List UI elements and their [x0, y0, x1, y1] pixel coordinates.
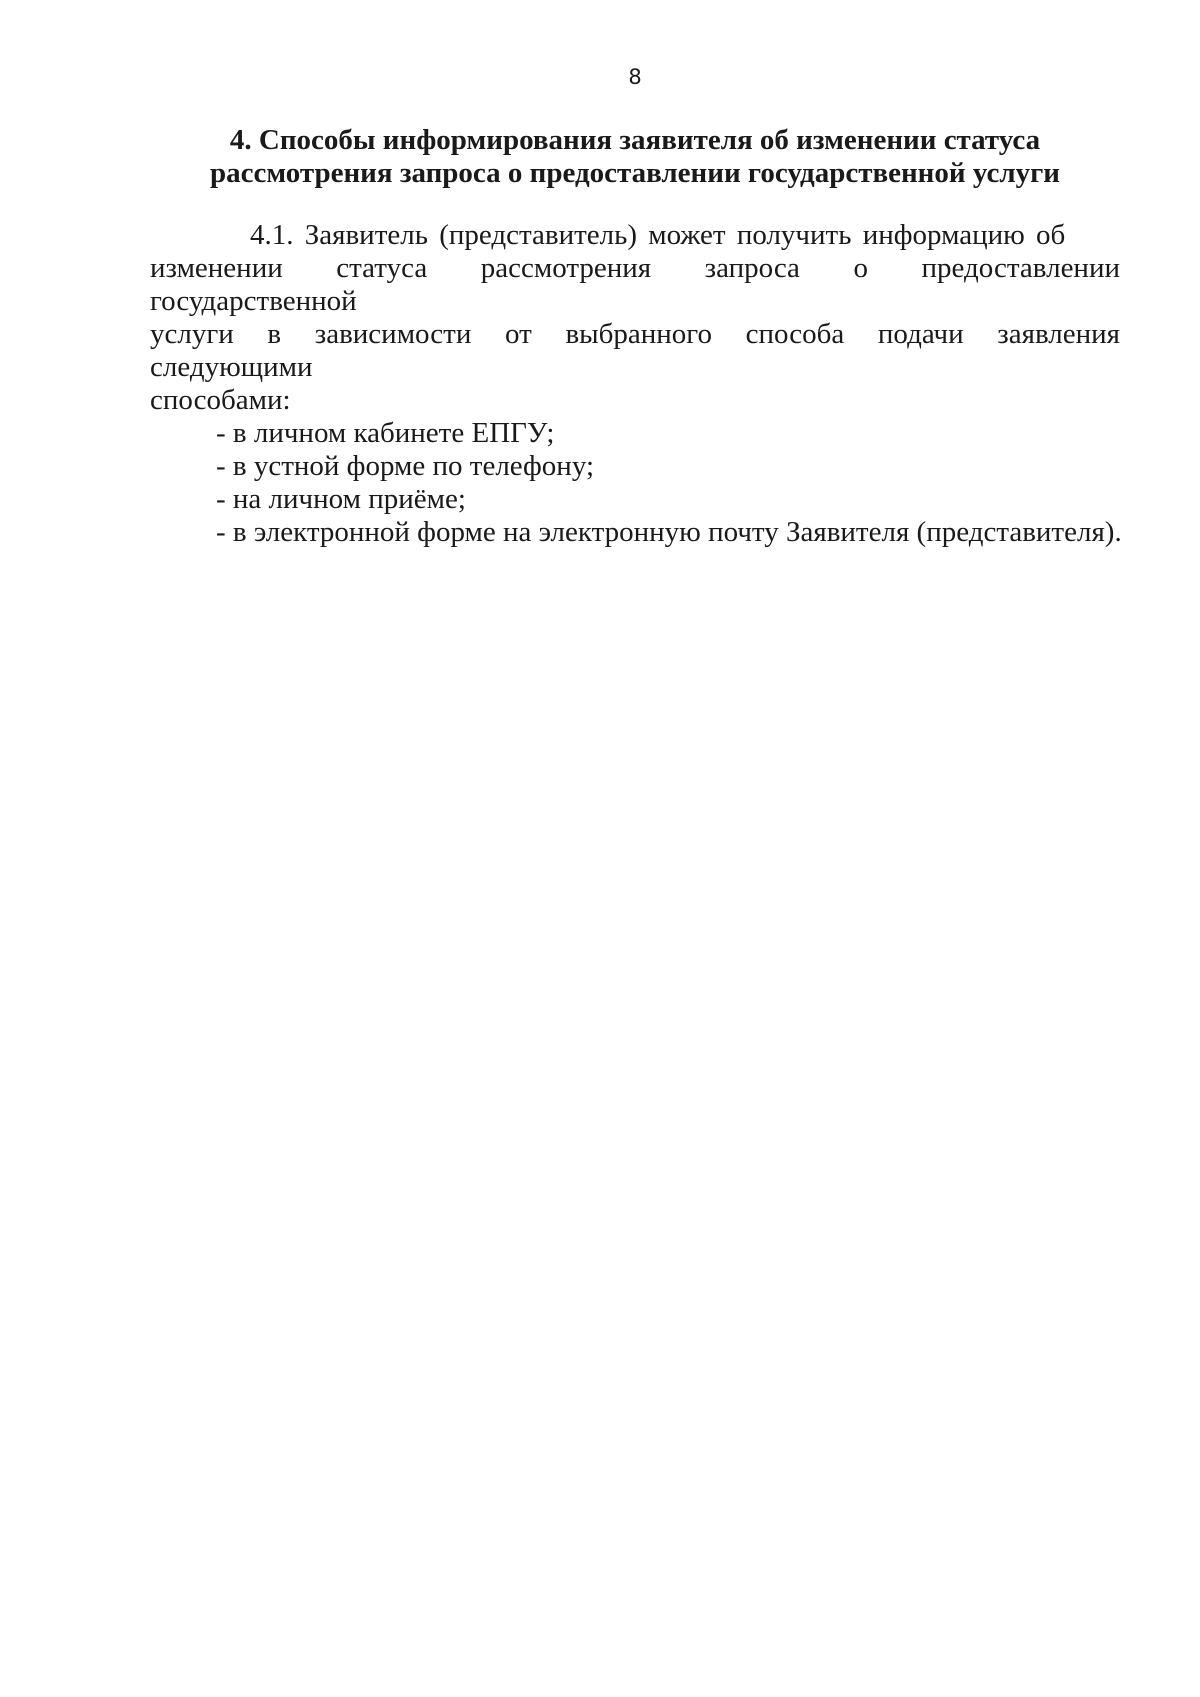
section-title [150, 124, 1120, 190]
list-item: - в устной форме по телефону; [216, 450, 595, 482]
section-title-line-1: 4. Способы информирования заявителя об изменении статуса [229, 124, 1041, 156]
section-title-line-2: рассмотрения запроса о предоставлении государственной услуги [210, 157, 1060, 189]
paragraph-line-4: способами: [150, 384, 291, 416]
list-item: - на личном приёме; [216, 483, 466, 515]
list-item: - в личном кабинете ЕПГУ; [216, 417, 555, 449]
section-body [150, 219, 1120, 549]
paragraph-line-3: услуги в зависимости от выбранного способа подачи заявления следующими [150, 318, 1120, 383]
list-item: - в электронной форме на электронную почту Заявителя (представителя). [216, 516, 1122, 548]
paragraph-line-1: 4.1. Заявитель (представитель) может получить информацию об [250, 219, 1066, 251]
paragraph-line-2: изменении статуса рассмотрения запроса о предоставлении государственной [150, 252, 1120, 317]
methods-list [150, 417, 1120, 549]
page-number: 8 [628, 65, 642, 89]
